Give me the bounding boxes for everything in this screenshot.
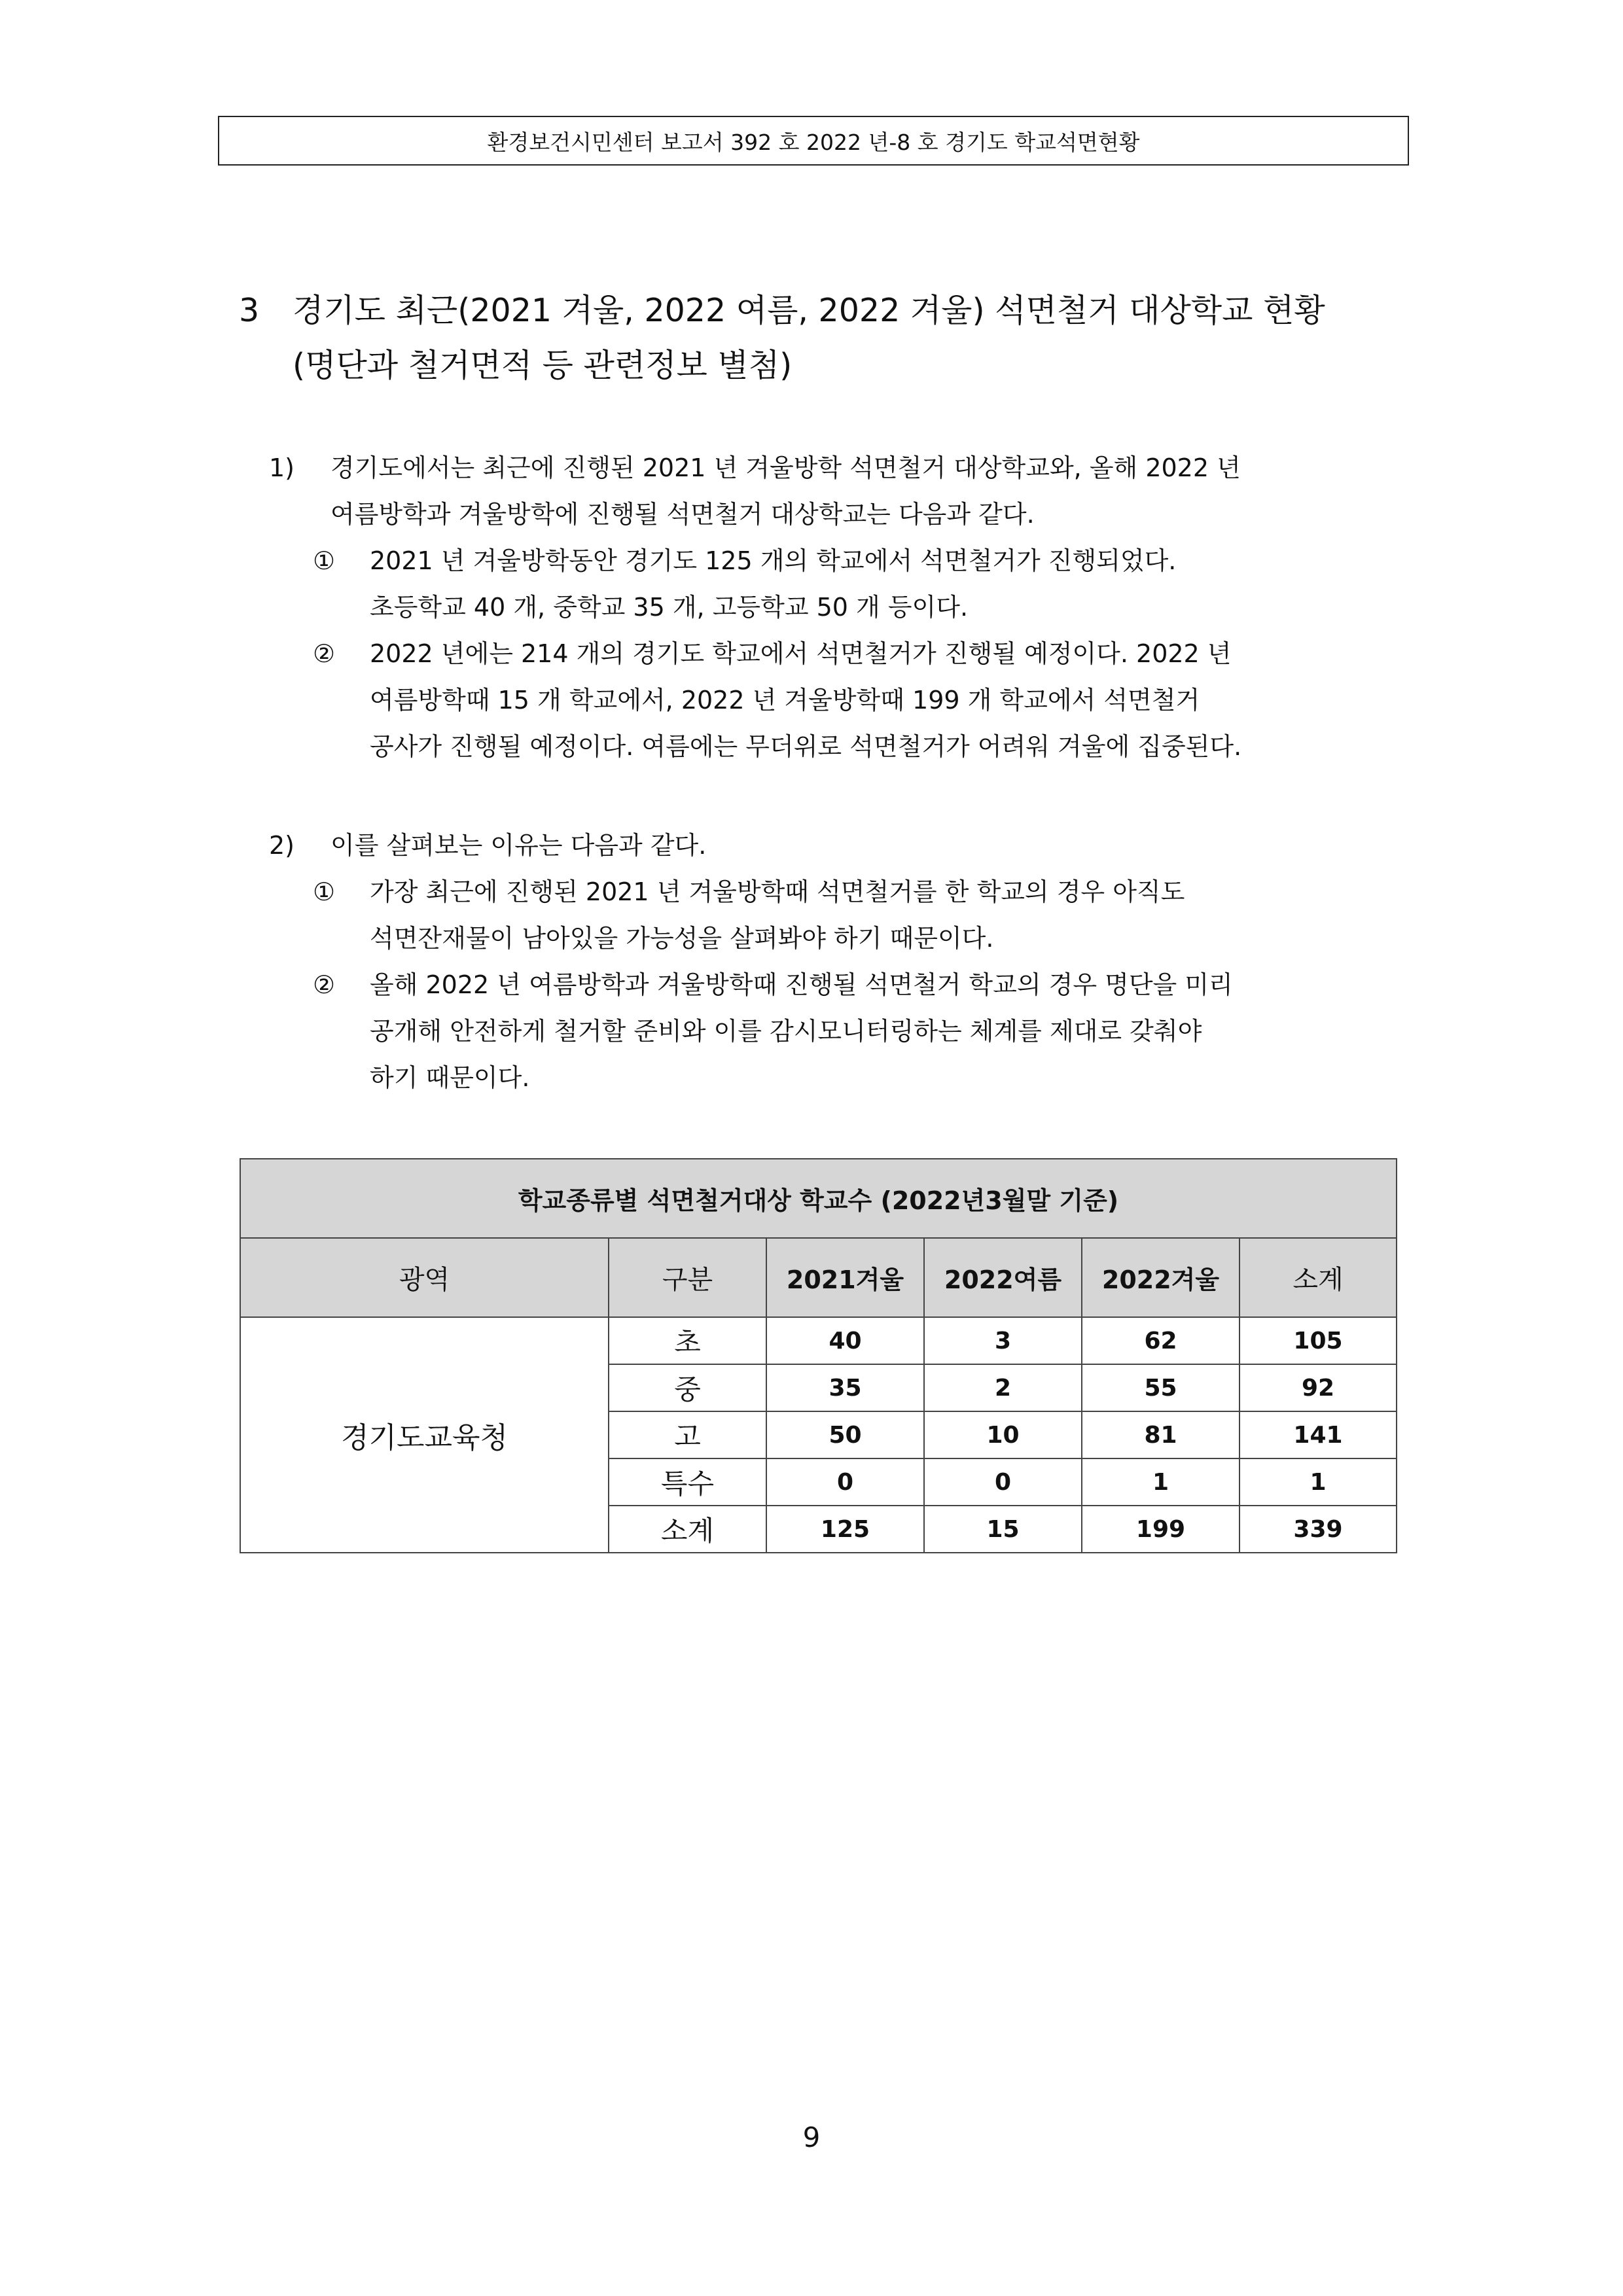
item1-line-1: 경기도에서는 최근에 진행된 2021 년 겨울방학 석면철거 대상학교와, 올해 2022 년	[330, 453, 1241, 482]
section-title	[239, 287, 1325, 335]
value-cell: 125	[766, 1506, 924, 1553]
kind-cell: 고	[609, 1411, 766, 1458]
item2-line-1: 이를 살펴보는 이유는 다음과 같다.	[330, 831, 707, 860]
section-number: 3	[239, 292, 260, 329]
header-kind: 구분	[609, 1238, 766, 1317]
item1-line-2: 여름방학과 겨울방학에 진행될 석면철거 대상학교는 다음과 같다.	[330, 500, 1035, 529]
item1-marker: 1)	[269, 453, 295, 482]
value-cell: 92	[1240, 1364, 1397, 1411]
value-cell: 55	[1082, 1364, 1240, 1411]
value-cell: 1	[1082, 1458, 1240, 1506]
value-cell: 3	[924, 1317, 1082, 1364]
item2-sub1-line-2: 석면잔재물이 남아있을 가능성을 살펴봐야 하기 때문이다.	[370, 924, 994, 953]
value-cell: 40	[766, 1317, 924, 1364]
item2-sub2-line-3: 하기 때문이다.	[370, 1063, 530, 1092]
value-cell: 0	[924, 1458, 1082, 1506]
header-region: 광역	[240, 1238, 609, 1317]
item1-sub2-line-2: 여름방학때 15 개 학교에서, 2022 년 겨울방학때 199 개 학교에서 석면철거	[370, 686, 1200, 715]
kind-cell: 초	[609, 1317, 766, 1364]
item2-sub1-marker: ①	[313, 877, 336, 906]
report-header	[218, 116, 1409, 166]
value-cell: 81	[1082, 1411, 1240, 1458]
item1-sub1-marker: ①	[313, 546, 336, 575]
header-2022-summer: 2022여름	[924, 1238, 1082, 1317]
value-cell: 50	[766, 1411, 924, 1458]
kind-cell: 특수	[609, 1458, 766, 1506]
kind-cell: 소계	[609, 1506, 766, 1553]
school-count-table	[240, 1158, 1397, 1553]
item1-sub1-line-1: 2021 년 겨울방학동안 경기도 125 개의 학교에서 석면철거가 진행되었다.	[370, 546, 1177, 575]
table-caption: 학교종류별 석면철거대상 학교수 (2022년3월말 기준)	[240, 1159, 1397, 1238]
page-number: 9	[802, 2121, 821, 2153]
report-header-text: 환경보건시민센터 보고서 392 호 2022 년-8 호 경기도 학교석면현황	[487, 129, 1140, 155]
section-subtitle: (명단과 철거면적 등 관련정보 별첨)	[293, 347, 793, 384]
section-title-text: 경기도 최근(2021 겨울, 2022 여름, 2022 겨울) 석면철거 대상학교 현황	[293, 292, 1325, 329]
region-cell: 경기도교육청	[240, 1317, 609, 1553]
item1-sub2-line-3: 공사가 진행될 예정이다. 여름에는 무더위로 석면철거가 어려워 겨울에 집중된다.	[370, 732, 1242, 761]
value-cell: 2	[924, 1364, 1082, 1411]
item2-sub2-line-2: 공개해 안전하게 철거할 준비와 이를 감시모니터링하는 체계를 제대로 갖춰야	[370, 1017, 1202, 1046]
value-cell: 1	[1240, 1458, 1397, 1506]
table-caption-row	[240, 1159, 1397, 1238]
item2-sub2-marker: ②	[313, 970, 336, 999]
value-cell: 62	[1082, 1317, 1240, 1364]
value-cell: 0	[766, 1458, 924, 1506]
value-cell: 10	[924, 1411, 1082, 1458]
value-cell: 15	[924, 1506, 1082, 1553]
value-cell: 141	[1240, 1411, 1397, 1458]
item2-sub1-line-1: 가장 최근에 진행된 2021 년 겨울방학때 석면철거를 한 학교의 경우 아직도	[370, 877, 1185, 906]
table-row	[240, 1317, 1397, 1364]
value-cell: 339	[1240, 1506, 1397, 1553]
header-2021-winter: 2021겨울	[766, 1238, 924, 1317]
item2-sub2-line-1: 올해 2022 년 여름방학과 겨울방학때 진행될 석면철거 학교의 경우 명단을 미리	[370, 970, 1233, 999]
table-header-row	[240, 1238, 1397, 1317]
value-cell: 199	[1082, 1506, 1240, 1553]
header-2022-winter: 2022겨울	[1082, 1238, 1240, 1317]
item1-sub2-line-1: 2022 년에는 214 개의 경기도 학교에서 석면철거가 진행될 예정이다. 2022 년	[370, 639, 1232, 668]
kind-cell: 중	[609, 1364, 766, 1411]
item1-sub1-line-2: 초등학교 40 개, 중학교 35 개, 고등학교 50 개 등이다.	[370, 593, 969, 622]
item1-sub2-marker: ②	[313, 639, 336, 668]
value-cell: 105	[1240, 1317, 1397, 1364]
value-cell: 35	[766, 1364, 924, 1411]
item2-marker: 2)	[269, 831, 295, 860]
header-subtotal: 소계	[1240, 1238, 1397, 1317]
